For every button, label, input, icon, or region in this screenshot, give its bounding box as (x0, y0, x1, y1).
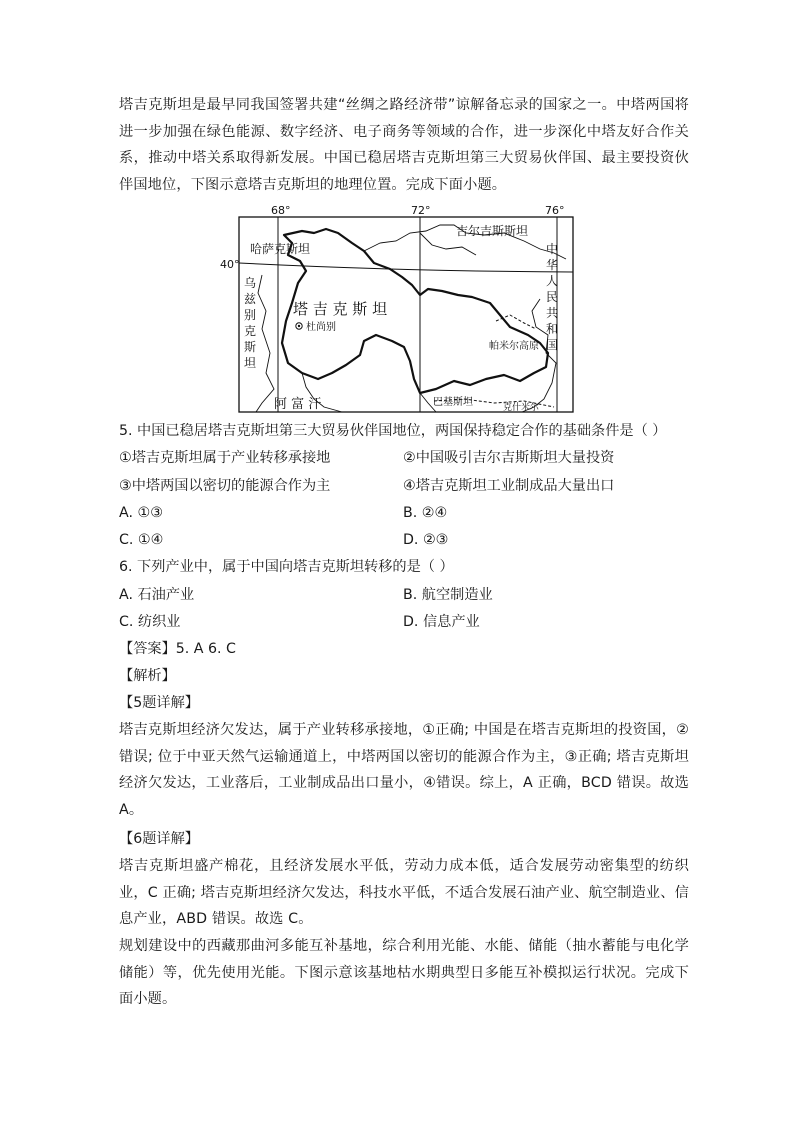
parallel-40 (239, 263, 573, 272)
kashmir-label: 克什米尔 (503, 403, 540, 413)
afghanistan-label: 阿 富 汗 (274, 397, 322, 412)
detail-6-heading: 【6题详解】 (119, 831, 199, 847)
q5-statement-2: ②中国吸引吉尔吉斯斯坦大量投资 (403, 450, 615, 466)
pakistan-label: 巴基斯坦 (433, 397, 473, 408)
uzbekistan-char-3: 别 (244, 308, 257, 322)
china-char-2: 华 (546, 258, 559, 272)
lat-40-label: 40° (220, 258, 240, 271)
q6-option-d: D. 信息产业 (403, 614, 480, 630)
detail-6-body: 塔吉克斯坦盛产棉花，且经济发展水平低，劳动力成本低，适合发展劳动密集型的纺织业，C 正确; 塔吉克斯坦经济欠发达，科技水平低，不适合发展石油产业、航空制造业、信息产业，ABD 错误。故选 C。 (119, 858, 689, 927)
lon-68-label: 68° (271, 204, 291, 217)
uzbek-border (256, 275, 274, 412)
intro-paragraph: 塔吉克斯坦是最早同我国签署共建“丝绸之路经济带”谅解备忘录的国家之一。中塔两国将进一步加强在绿色能源、数字经济、电子商务等领域的合作，进一步深化中塔友好合作关系，推动中塔关系取得新发展。中国已稳居塔吉克斯坦第三大贸易伙伴国、最主要投资伙伴国地位，下图示意塔吉克斯坦的地理位置。完成下面小题。 (119, 97, 689, 193)
kazakhstan-label: 哈萨克斯坦 (250, 242, 311, 256)
china-char-5: 共 (546, 306, 559, 320)
china-char-3: 人 (546, 274, 559, 288)
china-char-1: 中 (546, 242, 559, 256)
q5-statement-1: ①塔吉克斯坦属于产业转移承接地 (119, 450, 331, 466)
detail-5-body: 塔吉克斯坦经济欠发达，属于产业转移承接地，①正确; 中国是在塔吉克斯坦的投资国，②错误; 位于中亚天然气运输通道上，中塔两国以密切的能源合作为主，③正确; 塔吉克斯坦经济欠发达，工业落后，工业制成品出口量小，④错误。综上，A 正确，BCD 错误。故选A。 (119, 722, 689, 818)
next-intro-paragraph: 规划建设中的西藏那曲河多能互补基地，综合利用光能、水能、储能（抽水蓄能与电化学储能）等，优先使用光能。下图示意该基地枯水期典型日多能互补模拟运行状况。完成下面小题。 (119, 938, 689, 1007)
q6-option-b: B. 航空制造业 (403, 587, 493, 603)
uzbekistan-char-4: 克 (244, 324, 257, 338)
uzbekistan-char-2: 兹 (244, 292, 257, 306)
analysis-heading: 【解析】 (119, 668, 176, 684)
q5-option-b: B. ②④ (403, 505, 448, 521)
q6-stem: 6. 下列产业中，属于中国向塔吉克斯坦转移的是（ ） (119, 559, 454, 575)
q6-option-c: C. 纺织业 (119, 614, 181, 630)
uzbekistan-char-6: 坦 (244, 356, 257, 370)
kyrgyzstan-label: 吉尔吉斯斯坦 (456, 224, 529, 238)
pamir-label: 帕米尔高原 (489, 341, 539, 352)
q5-option-c: C. ①④ (119, 532, 164, 548)
q5-stem: 5. 中国已稳居塔吉克斯坦第三大贸易伙伴国地位，两国保持稳定合作的基础条件是（ ） (119, 423, 667, 439)
q5-option-a: A. ①③ (119, 505, 163, 521)
tajikistan-map (214, 203, 576, 418)
q5-option-d: D. ②③ (403, 532, 449, 548)
q6-option-a: A. 石油产业 (119, 587, 195, 603)
capital-label: 杜尚别 (306, 322, 336, 333)
lon-76-label: 76° (545, 204, 565, 217)
tajikistan-label: 塔 吉 克 斯 坦 (293, 300, 388, 318)
answer-line: 【答案】5. A 6. C (119, 641, 236, 657)
q5-statement-3: ③中塔两国以密切的能源合作为主 (119, 478, 331, 494)
china-char-7: 国 (546, 338, 559, 352)
q5-statement-4: ④塔吉克斯坦工业制成品大量出口 (403, 478, 615, 494)
uzbekistan-char-5: 斯 (244, 340, 257, 354)
uzbekistan-char-1: 乌 (244, 276, 257, 290)
china-char-6: 和 (546, 322, 559, 336)
detail-5-heading: 【5题详解】 (119, 695, 199, 711)
lon-72-label: 72° (411, 204, 431, 217)
china-char-4: 民 (546, 290, 559, 304)
